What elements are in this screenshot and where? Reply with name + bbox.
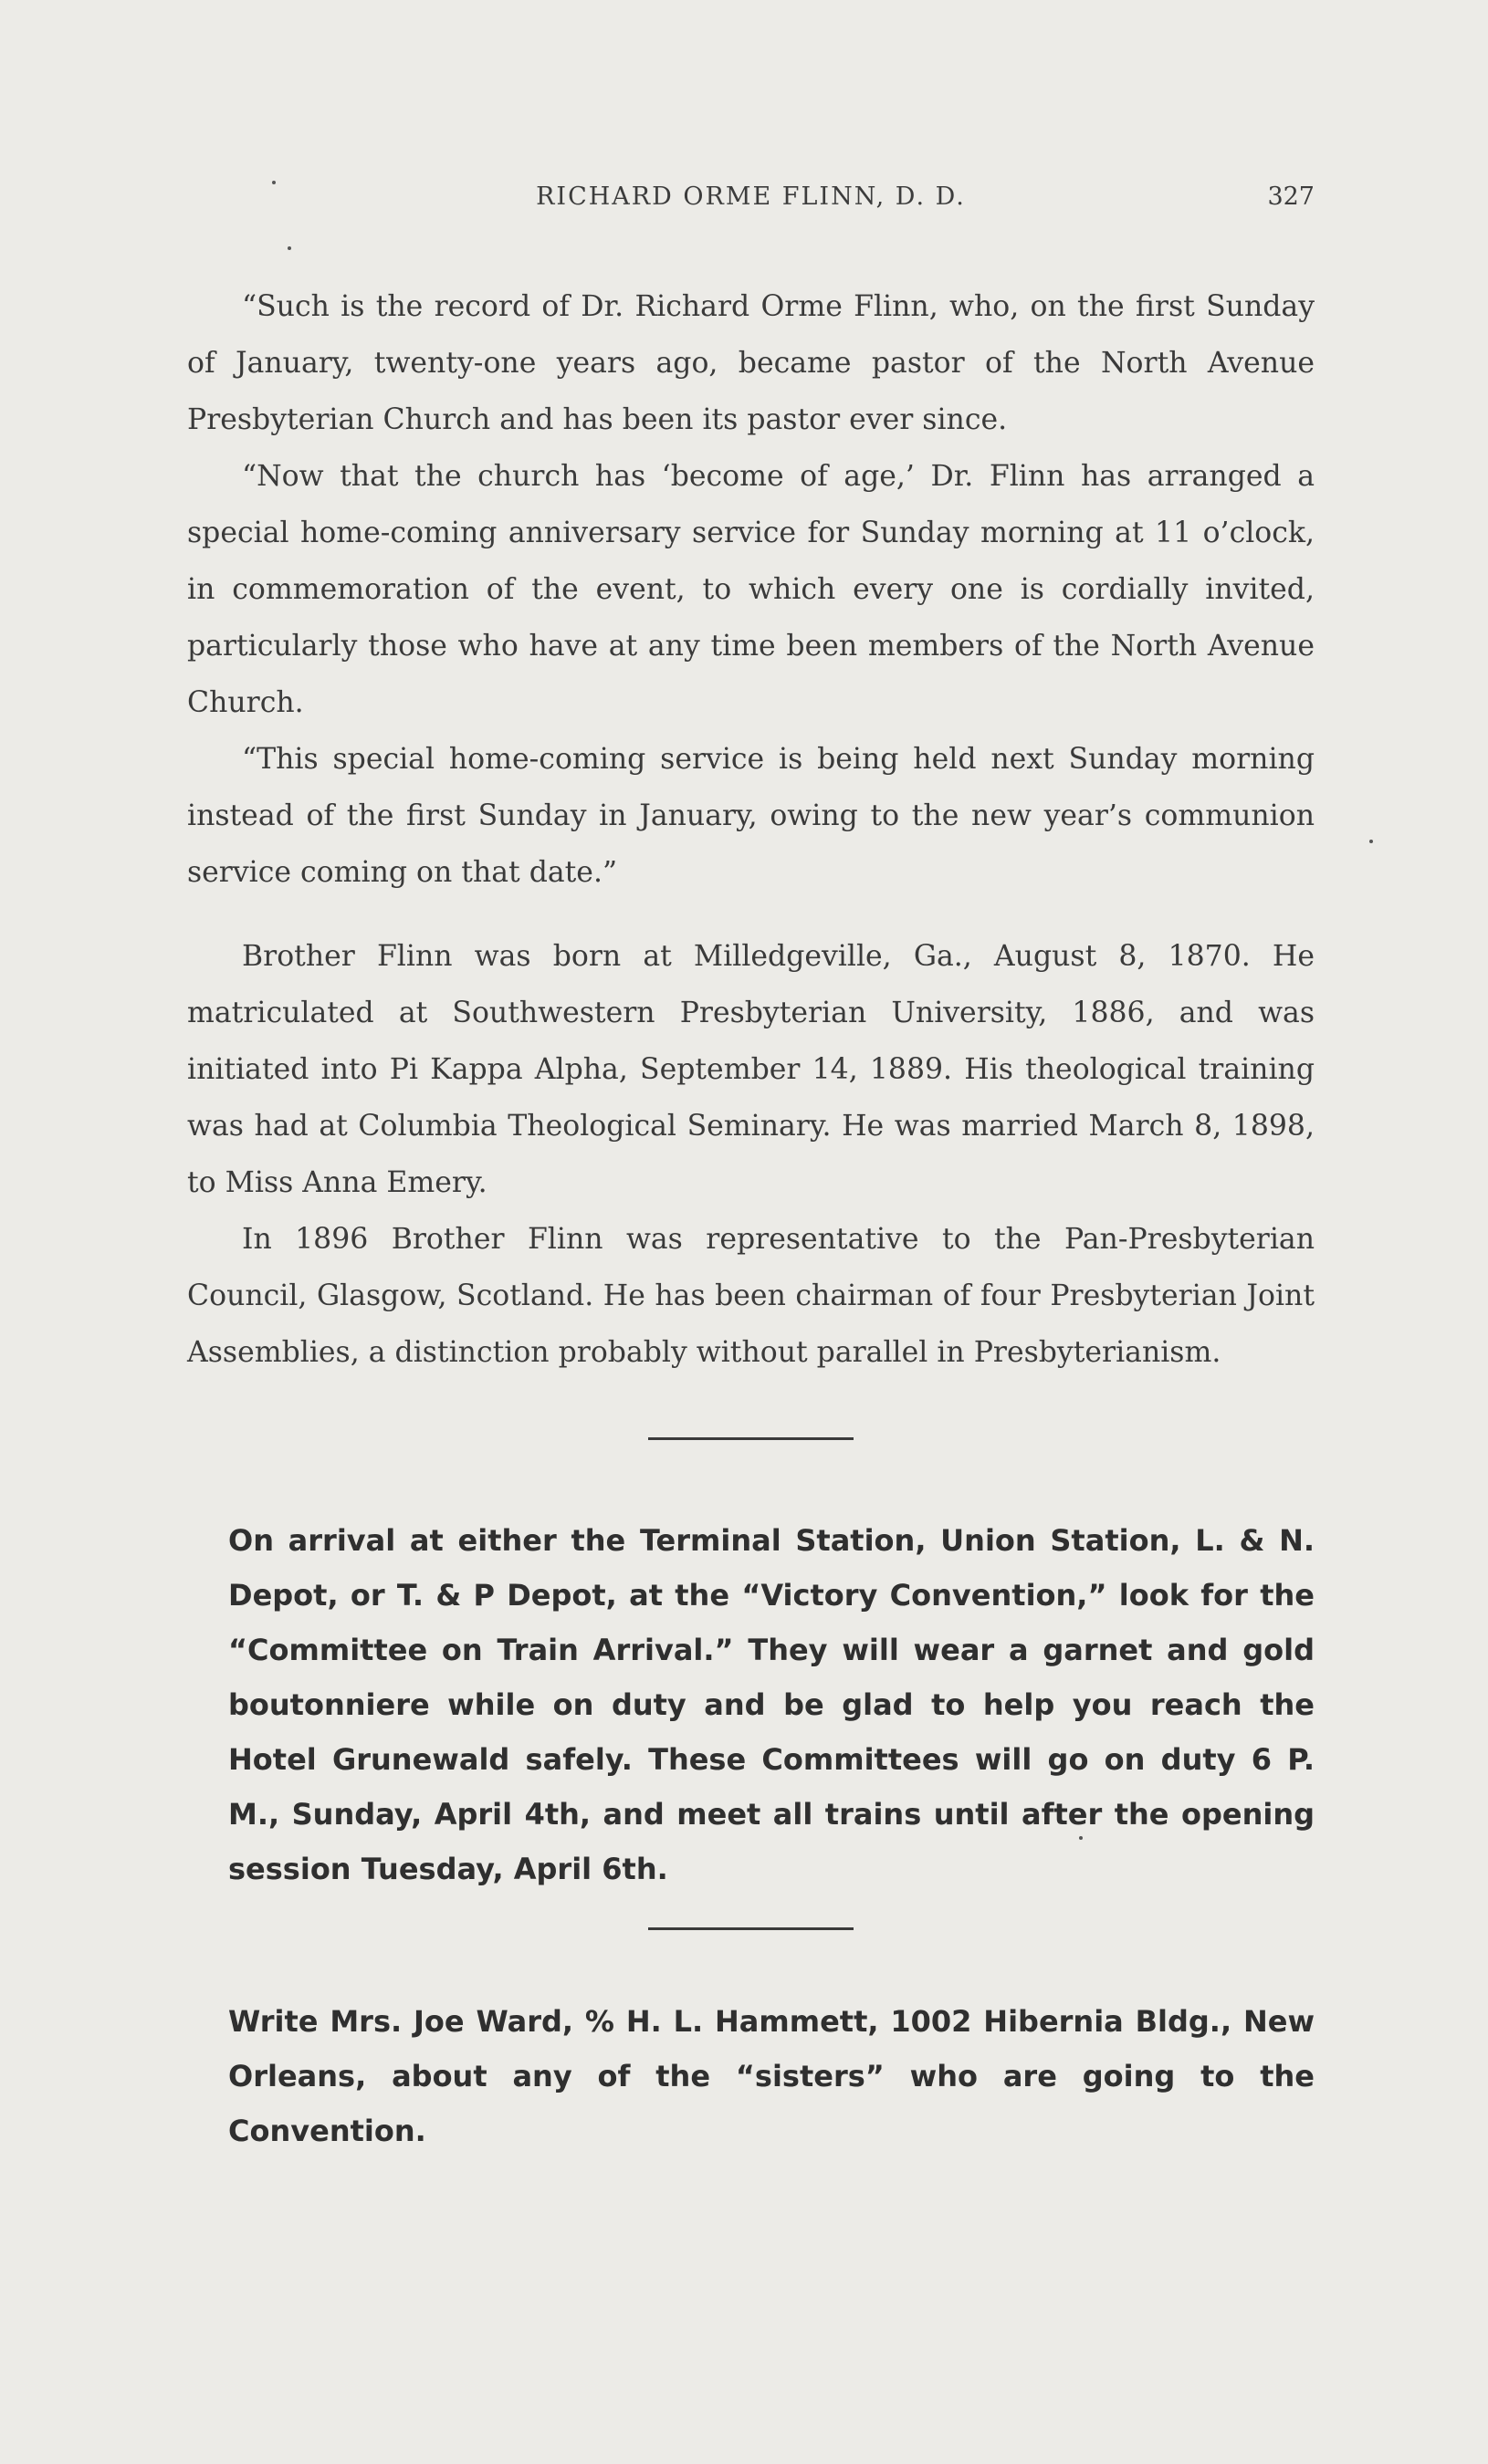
paper-speck [1079,1836,1083,1840]
paragraph-record: “Such is the record of Dr. Richard Orme Flinn, who, on the first Sunday of January, twenty-one years ago, became pastor of the North Avenue Presbyterian Church and has been its pastor ever since. [187,290,1315,436]
paragraph-council: In 1896 Brother Flinn was representative to the Pan-Presbyterian Council, Glasgow, Scotland. He has been chairman of four Presbyterian Joint Assemblies, a distinction probably without parallel in Presbyterianism. [187,1223,1315,1369]
page-number: 327 [1267,183,1315,211]
page-header [187,183,1315,219]
paper-speck [288,246,291,250]
write-notice: Write Mrs. Joe Ward, % H. L. Hammett, 1002 Hibernia Bldg., New Orleans, about any of the “sisters” who are going to the Convention. [228,2004,1315,2148]
running-head: RICHARD ORME FLINN, D. D. [536,183,966,211]
paper-speck [272,181,276,184]
section-divider [648,1437,854,1440]
paragraph-anniversary: “Now that the church has ‘become of age,’ Dr. Flinn has arranged a special home-coming anniversary service for Sunday morning at 11 o’clock, in commemoration of the event, to which every one is cordially invited, particularly those who have at any time been members of the North Avenue Church. [187,460,1315,719]
article-body [187,278,1315,1381]
paragraph-service: “This special home-coming service is being held next Sunday morning instead of the first Sunday in January, owing to the new year’s communion service coming on that date.” [187,743,1315,889]
paragraph-biography: Brother Flinn was born at Milledgeville, Ga., August 8, 1870. He matriculated at Southwestern Presbyterian University, 1886, and was initiated into Pi Kappa Alpha, September 14, 1889. His theological training was had at Columbia Theological Seminary. He was married March 8, 1898, to Miss Anna Emery. [187,940,1315,1199]
section-divider [648,1927,854,1930]
paper-speck [1369,840,1373,843]
train-arrival-notice: On arrival at either the Terminal Station, Union Station, L. & N. Depot, or T. & P Depot, at the “Victory Convention,” look for the “Committee on Train Arrival.” They will wear a garnet and gold boutonniere while on duty and be glad to help you reach the Hotel Grunewald safely. These Committees will go on duty 6 P. M., Sunday, April 4th, and meet all trains until after the opening session Tuesday, April 6th. [228,1523,1315,1886]
